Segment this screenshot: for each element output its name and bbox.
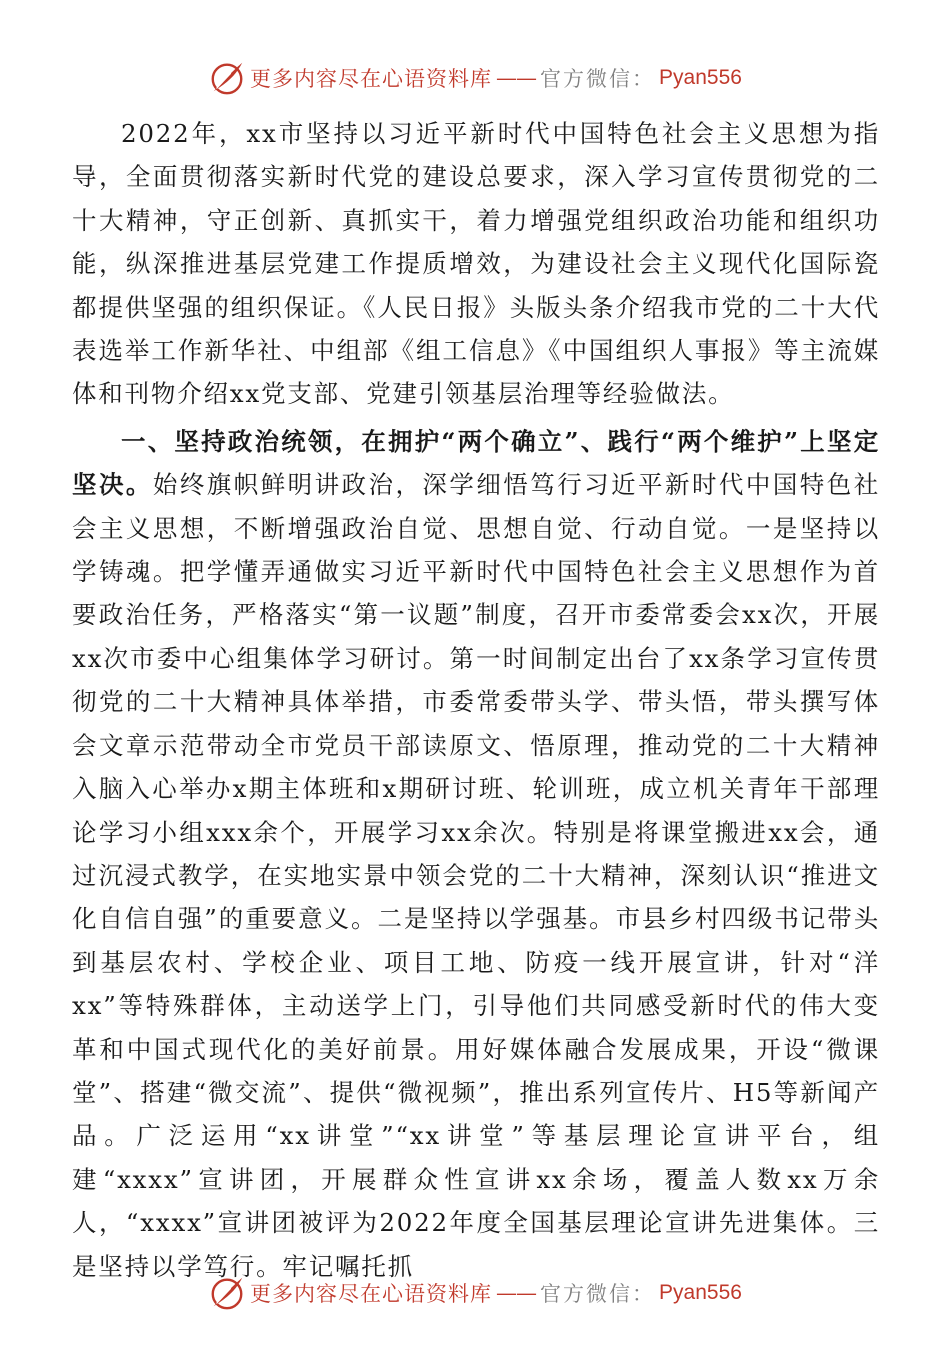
watermark-label: 官方微信：	[540, 1282, 656, 1306]
watermark-wechat-id: Pyan556	[659, 1281, 742, 1304]
watermark-row	[208, 1274, 742, 1312]
paragraph-intro: 2022年，xx市坚持以习近平新时代中国特色社会主义思想为指导，全面贯彻落实新时代党的建设总要求，深入学习宣传贯彻党的二十大精神，守正创新、真抓实干，着力增强党组织政治功能和组织功能，纵深推进基层党建工作提质增效，为建设社会主义现代化国际瓷都提供坚强的组织保证。《人民日报》头版头条介绍我市党的二十大代表选举工作新华社、中组部《组工信息》《中国组织人事报》等主流媒体和刊物介绍xx党支部、党建引领基层治理等经验做法。	[72, 119, 880, 409]
watermark-main-text: 更多内容尽在心语资料库	[250, 1282, 493, 1306]
watermark-row	[208, 59, 742, 97]
watermark-wechat-id: Pyan556	[659, 66, 742, 89]
section-one-text: 始终旗帜鲜明讲政治，深学细悟笃行习近平新时代中国特色社会主义思想，不断增强政治自觉、思想自觉、行动自觉。一是坚持以学铸魂。把学懂弄通做实习近平新时代中国特色社会主义思想作为首要政治任务，严格落实“第一议题”制度，召开市委常委会xx次，开展xx次市委中心组集体学习研讨。第一时间制定出台了xx条学习宣传贯彻党的二十大精神具体举措，市委常委带头学、带头悟，带头撰写体会文章示范带动全市党员干部读原文、悟原理，推动党的二十大精神入脑入心举办x期主体班和x期研讨班、轮训班，成立机关青年干部理论学习小组xxx余个，开展学习xx余次。特别是将课堂搬进xx会，通过沉浸式教学，在实地实景中领会党的二十大精神，深刻认识“推进文化自信自强”的重要意义。二是坚持以学强基。市县乡村四级书记带头到基层农村、学校企业、项目工地、防疫一线开展宣讲，针对“洋xx”等特殊群体，主动送学上门，引导他们共同感受新时代的伟大变革和中国式现代化的美好前景。用好媒体融合发展成果，开设“微课堂”、搭建“微交流”、提供“微视频”，推出系列宣传片、H5等新闻产品。广泛运用“xx讲堂”“xx讲堂”等基层理论宣讲平台，组建“xxxx”宣讲团，开展群众性宣讲xx余场，覆盖人数xx万余人，“xxxx”宣讲团被评为2022年度全国基层理论宣讲先进集体。三是坚持以学笃行。牢记嘱托抓	[72, 470, 880, 1281]
section-one-heading: 一、坚持政治统领，在拥护“两个确立”、践行“两个维护”上坚定坚决。	[72, 426, 880, 500]
quill-pen-logo-icon	[208, 1274, 246, 1312]
watermark-main-text: 更多内容尽在心语资料库	[250, 67, 493, 91]
watermark-label: 官方微信：	[540, 67, 656, 91]
watermark-dash: ——	[496, 1281, 537, 1305]
footer-watermark	[0, 1273, 950, 1313]
document-body	[72, 112, 880, 1288]
watermark-dash: ——	[496, 66, 537, 90]
paragraph-section-one	[72, 420, 880, 1288]
header-watermark	[0, 58, 950, 98]
quill-pen-logo-icon	[208, 59, 246, 97]
